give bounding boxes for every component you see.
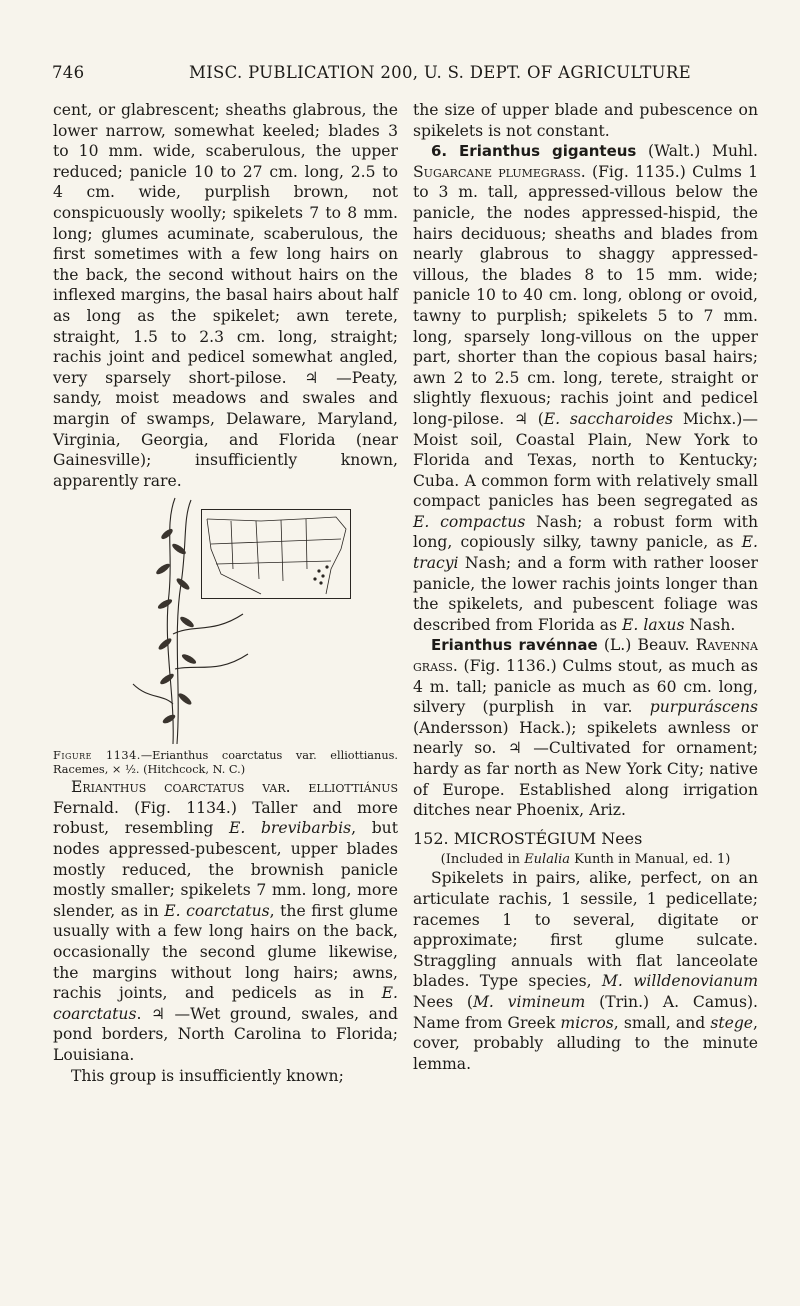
paragraph-giganteus: 6. Erianthus giganteus (Walt.) Muhl. Sugarcane plumegrass. (Fig. 1135.) Culms 1 to 3 m. tall, appressed-villous below the panicle, the nodes appressed-hispid, the hairs deciduous; sheaths and blades from nearly glabrous to shaggy appressed-villous, the blades 8 to 15 mm. wide; panicle 10 to 40 cm. long, oblong or ovoid, tawny to purplish; spikelets 5 to 7 mm. long, sparsely long-villous on the upper part, shorter than the copious basal hairs; awn 2 to 2.5 cm. long, terete, straight or slightly flexuous; rachis joint and pedicel long-pilose. ♃ (E. saccharoides Michx.)—Moist soil, Coastal Plain, New York to Florida and Texas, north to Kentucky; Cuba. A common form with relatively small compact panicles has been segregated as E. compactus Nash; a robust form with long, copiously silky, tawny panicle, as E. tracyi Nash; and a form with rather looser panicle, the lower rachis joints longer than the spikelets, and pubescent foliage was described from Florida as E. laxus Nash. — [413, 142, 758, 634]
figure-1134 — [53, 494, 398, 747]
distribution-map — [201, 509, 351, 599]
right-column — [413, 100, 758, 1074]
paragraph-elliottianus: Erianthus coarctatus var. elliottiánus Fernald. (Fig. 1134.) Taller and more robust, resembling E. brevibarbis, but nodes appressed-pubescent, upper blades mostly reduced, the brownish panicle mostly smaller; spikelets 7 mm. long, more slender, as in E. coarctatus, the first glume usually with a few long hairs on the back, occasionally the second glume likewise, the margins without long hairs; awns, rachis joints, and pedicels as in E. coarctatus. ♃ —Wet ground, swales, and pond borders, North Carolina to Florida; Louisiana. — [53, 778, 398, 1064]
running-header — [0, 63, 800, 82]
paragraph-microstegium: Spikelets in pairs, alike, perfect, on an articulate rachis, 1 sessile, 1 pedicellate; racemes 1 to several, digitate or approximate; first glume sulcate. Straggling annuals with flat lanceolate blades. Type species, M. willdenovianum Nees (M. vimineum (Trin.) A. Camus). Name from Greek micros, small, and stege, cover, probably alluding to the minute lemma. — [413, 869, 759, 1073]
page-number: 746 — [52, 63, 85, 82]
paragraph-ravennae: Erianthus ravénnae (L.) Beauv. Ravenna grass. (Fig. 1136.) Culms stout, as much as 4 m. tall; panicle as much as 60 cm. long, silvery (purplish in var. purpuráscens (Andersson) Hack.); spikelets awnless or nearly so. ♃ —Cultivated for ornament; hardy as far north as New York City; native of Europe. Established along irrigation ditches near Phoenix, Ariz. — [413, 636, 758, 820]
running-title: MISC. PUBLICATION 200, U. S. DEPT. OF AGRICULTURE — [189, 63, 691, 82]
caption-text: —Erianthus coarctatus var. elliottianus. Racemes, × ½. (Hitchcock, N. C.) — [53, 749, 398, 777]
paragraph-coarctatus-end: cent, or glabrescent; sheaths glabrous, the lower narrow, somewhat keeled; blades 3 to 10 mm. wide, scaberulous, the upper reduced; panicle 10 to 27 cm. long, 2.5 to 4 cm. wide, purplish brown, not conspicuously woolly; spikelets 7 to 8 mm. long; glumes acuminate, scaberulous, the first sometimes with a few long hairs on the back, the second without hairs on the inflexed margins, the basal hairs about half as long as the spikelet; awn terete, straight, 1.5 to 2.3 cm. long, straight; rachis joint and pedicel somewhat angled, very sparsely short-pilose. ♃ —Peaty, sandy, moist meadows and swales and margin of swamps, Delaware, Maryland, Virginia, Georgia, and Florida (near Gainesville); insufficiently known, apparently rare. — [53, 101, 398, 490]
left-column — [53, 100, 398, 1086]
caption-label: Figure 1134. — [53, 749, 141, 763]
paragraph-continuation: the size of upper blade and pubescence on spikelets is not constant. — [413, 101, 758, 140]
genus-heading: 152. MICROSTÉGIUM Nees — [413, 828, 643, 848]
genus-inclusion-note: (Included in Eulalia Kunth in Manual, ed. 1) — [440, 852, 731, 868]
paragraph-group-note: This group is insufficiently known; — [71, 1066, 344, 1085]
figure-caption — [53, 749, 398, 777]
